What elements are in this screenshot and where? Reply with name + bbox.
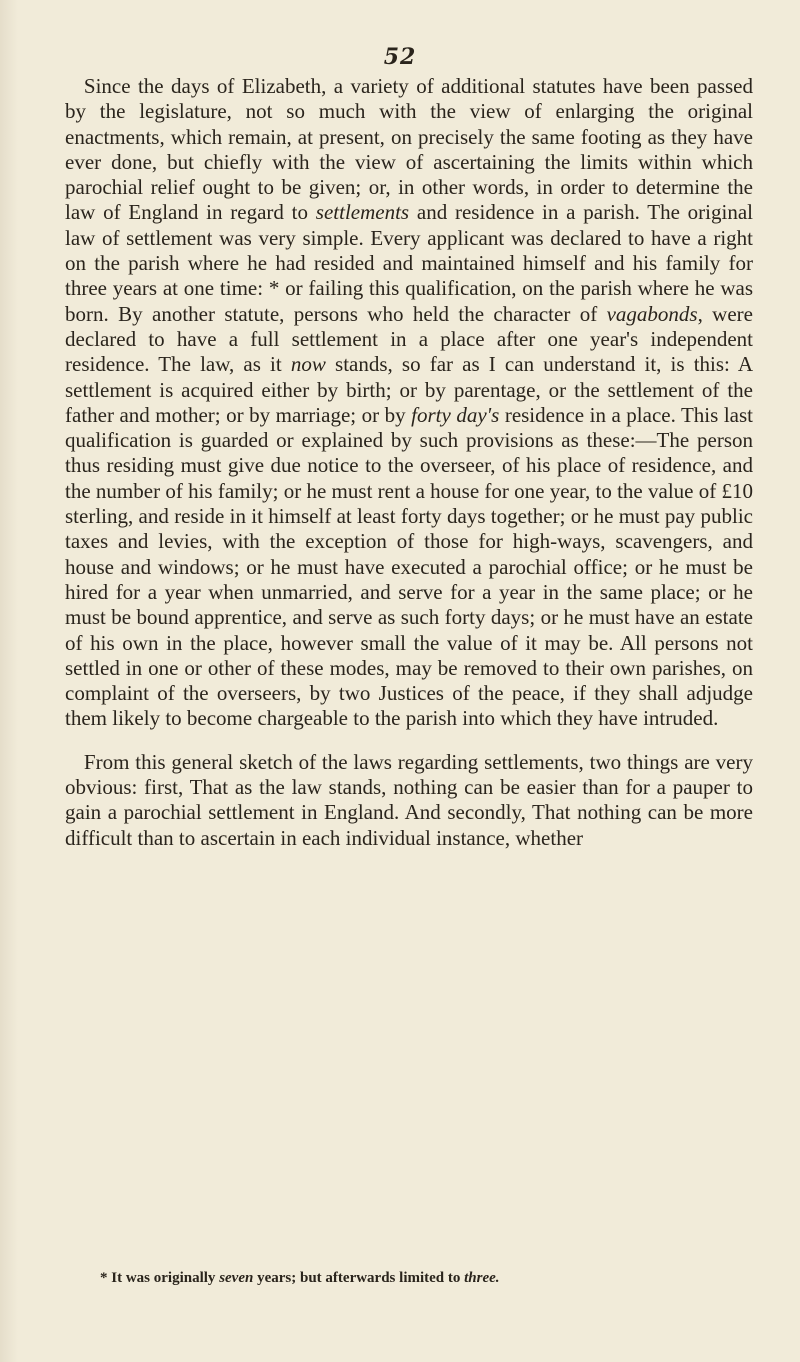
paragraph-1-italic-settlements: settlements: [315, 200, 410, 225]
paragraph-1-italic-now: now: [290, 352, 326, 377]
footnote: [100, 1270, 720, 1287]
footnote-text-a: * It was originally: [100, 1270, 220, 1286]
body-text: [65, 74, 753, 851]
paragraph-2: [65, 750, 753, 851]
paragraph-1-text-b: and residence in a parish. The original law of settlement was very simple. Every applicant was declared to have a right on the parish where he had resided and maintained himself and his family for three years at one time: * or failing this qualification, on the parish where he was born. By another statute, persons who held the character of: [65, 200, 754, 326]
paragraph-1-italic-forty-days: forty day's: [411, 402, 500, 427]
paragraph-1-text-a: Since the days of Elizabeth, a variety of additional statutes have been passed by the legislature, not so much with the view of enlarging the original enactments, which remain, at present, on precisely the same footing as they have ever done, but chiefly with the view of ascertaining the limits within which parochial relief ought to be given; or, in other words, in order to determine the law of England in regard to: [65, 74, 753, 225]
paragraph-1-italic-vagabonds: vagabonds: [606, 301, 698, 326]
paragraph-1-text-c: , were declared to have a full settlement in a place after one year's independent residence. The law, as it: [65, 301, 753, 377]
paragraph-1-text-e: residence in a place. This last qualification is guarded or explained by such provisions as these:—The person thus residing must give due notice to the overseer, of his place of residence, and the number of his family; or he must rent a house for one year, to the value of £10 sterling, and reside in it himself at least forty days together; or he must pay public taxes and levies, with the exception of those for high-ways, scavengers, and house and windows; or he must have executed a parochial office; or he must be hired for a year when unmarried, and serve for a year in the same place; or he must be bound apprentice, and serve as such forty days; or he must have an estate of his own in the place, however small the value of it may be. All persons not settled in one or other of these modes, may be removed to their own parishes, on complaint of the overseers, by two Justices of the peace, if they shall adjudge them likely to become chargeable to the parish into which they have intruded.: [65, 402, 753, 731]
paragraph-2-text: From this general sketch of the laws regarding settlements, two things are very obvious: first, That as the law stands, nothing can be easier than for a pauper to gain a parochial settlement in England. And secondly, That nothing can be more difficult than to ascertain in each individual instance, whether: [65, 749, 753, 850]
page-number: 52: [383, 44, 417, 70]
footnote-italic-three: three.: [464, 1270, 500, 1286]
paragraph-1: [65, 74, 753, 732]
footnote-text-b: years; but afterwards limited to: [253, 1270, 465, 1286]
footnote-italic-seven: seven: [219, 1270, 254, 1286]
paragraph-1-text-d: stands, so far as I can understand it, is this: A settlement is acquired either by birth; or by parentage, or the settlement of the father and mother; or by marriage; or by: [65, 352, 754, 427]
